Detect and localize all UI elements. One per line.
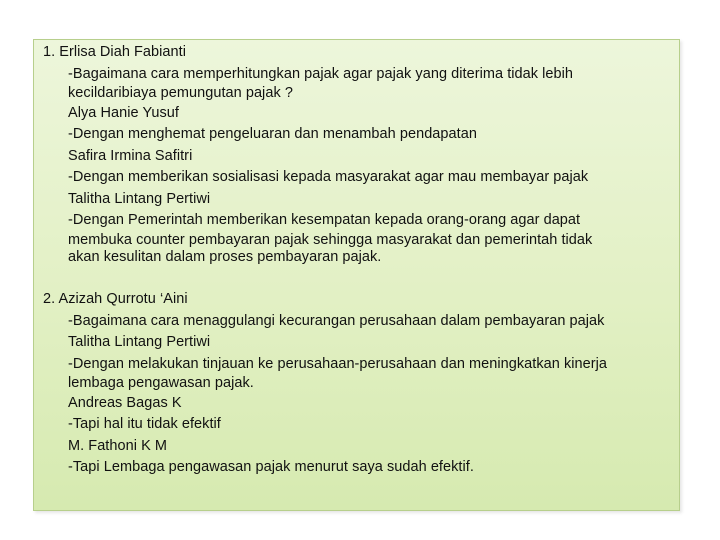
text-line: membuka counter pembayaran pajak sehingga masyarakat dan pemerintah tidak bbox=[68, 231, 593, 248]
text-line: -Dengan melakukan tinjauan ke perusahaan-perusahaan dan meningkatkan kinerja bbox=[68, 355, 608, 372]
text-line: -Dengan menghemat pengeluaran dan menambah pendapatan bbox=[68, 126, 477, 142]
content-panel bbox=[33, 39, 680, 511]
text-line: Safira Irmina Safitri bbox=[68, 147, 193, 164]
text-line: M. Fathoni K M bbox=[68, 437, 168, 454]
text-line: kecildaribiaya pemungutan pajak ? bbox=[68, 85, 293, 101]
section-2 bbox=[43, 289, 675, 479]
text-line: Andreas Bagas K bbox=[68, 394, 182, 411]
text-line: -Dengan memberikan sosialisasi kepada masyarakat agar mau membayar pajak bbox=[68, 169, 589, 185]
text-line: -Bagaimana cara menaggulangi kecurangan perusahaan dalam pembayaran pajak bbox=[68, 312, 605, 329]
text-line: -Tapi Lembaga pengawasan pajak menurut saya sudah efektif. bbox=[68, 459, 474, 475]
text-line: -Dengan Pemerintah memberikan kesempatan kepada orang-orang agar dapat bbox=[68, 212, 581, 228]
text-line: -Bagaimana cara memperhitungkan pajak agar pajak yang diterima tidak lebih bbox=[68, 65, 574, 82]
text-line: Talitha Lintang Pertiwi bbox=[68, 190, 211, 207]
text-line: lembaga pengawasan pajak. bbox=[68, 375, 254, 391]
section-1 bbox=[43, 42, 675, 267]
section-header: 1. Erlisa Diah Fabianti bbox=[43, 44, 186, 60]
text-line: -Tapi hal itu tidak efektif bbox=[68, 416, 221, 432]
section-header: 2. Azizah Qurrotu ‘Aini bbox=[43, 291, 188, 307]
text-line: akan kesulitan dalam proses pembayaran pajak. bbox=[68, 249, 382, 265]
text-line: Alya Hanie Yusuf bbox=[68, 104, 179, 121]
text-line: Talitha Lintang Pertiwi bbox=[68, 334, 211, 350]
